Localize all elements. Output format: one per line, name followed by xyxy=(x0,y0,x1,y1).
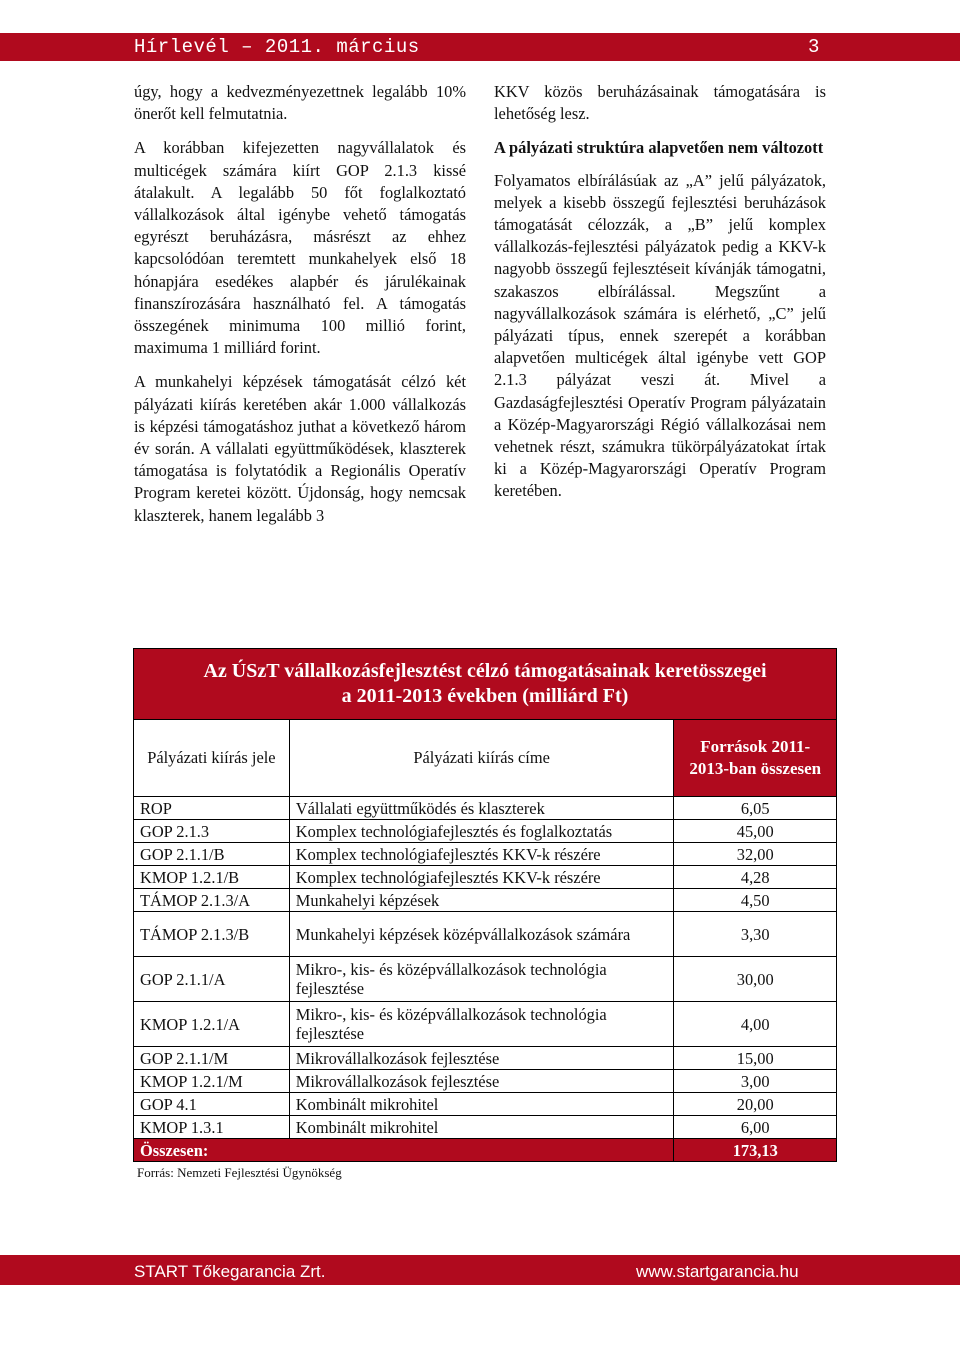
total-amount: 173,13 xyxy=(674,1139,837,1162)
row-amount: 15,00 xyxy=(674,1047,837,1070)
row-code: KMOP 1.3.1 xyxy=(134,1116,290,1139)
row-amount: 3,30 xyxy=(674,912,837,957)
funding-table-section xyxy=(133,648,837,1181)
table-row xyxy=(134,957,837,1002)
row-amount: 4,50 xyxy=(674,889,837,912)
column-header-amount: Források 2011-2013-ban összesen xyxy=(674,720,837,797)
row-amount: 45,00 xyxy=(674,820,837,843)
row-code: GOP 2.1.1/A xyxy=(134,957,290,1002)
table-row xyxy=(134,843,837,866)
footer-bar xyxy=(0,1255,960,1285)
row-name: Mikro-, kis- és középvállalkozások technológia fejlesztése xyxy=(289,1002,674,1047)
table-row xyxy=(134,820,837,843)
row-name: Mikrovállalkozások fejlesztése xyxy=(289,1047,674,1070)
paragraph: A korábban kifejezetten nagyvállalatok és multicégek számára kiírt GOP 2.1.3 kissé átalakult. A legalább 50 főt foglalkoztató vállalkozások által igénybe vehető támogatás egyrészt beruházásra, másrészt az ehhez kapcsolódóan teremtett munkahelyek első 18 hónapjára esedékes alapbér és járulékainak finanszírozására használható fel. A támogatás összegének minimuma 100 millió forint, maximuma 1 milliárd forint. xyxy=(134,138,466,358)
row-amount: 32,00 xyxy=(674,843,837,866)
table-row xyxy=(134,1070,837,1093)
paragraph: úgy, hogy a kedvezményezettnek legalább 10% önerőt kell felmutatnia. xyxy=(134,82,466,124)
company-name: START Tőkegarancia Zrt. xyxy=(134,1262,326,1281)
row-amount: 20,00 xyxy=(674,1093,837,1116)
row-amount: 3,00 xyxy=(674,1070,837,1093)
total-label: Összesen: xyxy=(134,1139,674,1162)
left-column xyxy=(134,81,466,547)
row-name: Mikro-, kis- és középvállalkozások technológia fejlesztése xyxy=(289,957,674,1002)
row-name: Komplex technológiafejlesztés KKV-k részére xyxy=(289,866,674,889)
table-row xyxy=(134,889,837,912)
table-row xyxy=(134,866,837,889)
row-amount: 4,00 xyxy=(674,1002,837,1047)
row-name: Komplex technológiafejlesztés KKV-k részére xyxy=(289,843,674,866)
row-code: GOP 2.1.1/B xyxy=(134,843,290,866)
row-code: GOP 2.1.3 xyxy=(134,820,290,843)
row-amount: 6,05 xyxy=(674,797,837,820)
paragraph: KKV közös beruházásainak támogatására is lehetőség lesz. xyxy=(494,82,826,124)
table-row xyxy=(134,912,837,957)
row-code: KMOP 1.2.1/M xyxy=(134,1070,290,1093)
row-name: Munkahelyi képzések középvállalkozások számára xyxy=(289,912,674,957)
row-name: Mikrovállalkozások fejlesztése xyxy=(289,1070,674,1093)
newsletter-title: Hírlevél – 2011. március xyxy=(134,36,420,58)
row-name: Kombinált mikrohitel xyxy=(289,1093,674,1116)
table-row xyxy=(134,1116,837,1139)
website-link[interactable]: www.startgarancia.hu xyxy=(636,1262,799,1281)
row-code: KMOP 1.2.1/A xyxy=(134,1002,290,1047)
column-header-name: Pályázati kiírás címe xyxy=(289,720,674,797)
table-row xyxy=(134,1047,837,1070)
table-title xyxy=(134,649,837,720)
row-amount: 30,00 xyxy=(674,957,837,1002)
paragraph: A munkahelyi képzések támogatását célzó két pályázati kiírás keretében akár 1.000 vállalkozás is képzési támogatáshoz juthat a következő három év során. A vállalati együttműködések, klaszterek támogatása is folytatódik a Regionális Operatív Program keretei között. Újdonság, hogy nemcsak klaszterek, hanem legalább 3 xyxy=(134,372,466,525)
table-title-line: Az ÚSzT vállalkozásfejlesztést célzó támogatásainak keretösszegei xyxy=(203,660,767,682)
source-note: Forrás: Nemzeti Fejlesztési Ügynökség xyxy=(137,1165,342,1180)
row-name: Kombinált mikrohitel xyxy=(289,1116,674,1139)
table-total-row xyxy=(134,1139,837,1162)
row-code: ROP xyxy=(134,797,290,820)
row-code: GOP 4.1 xyxy=(134,1093,290,1116)
row-code: GOP 2.1.1/M xyxy=(134,1047,290,1070)
row-code: KMOP 1.2.1/B xyxy=(134,866,290,889)
row-amount: 4,28 xyxy=(674,866,837,889)
table-row xyxy=(134,1093,837,1116)
section-heading: A pályázati struktúra alapvetően nem változott xyxy=(494,138,824,158)
row-name: Komplex technológiafejlesztés és foglalkoztatás xyxy=(289,820,674,843)
page-number: 3 xyxy=(808,36,820,58)
row-name: Vállalati együttműködés és klaszterek xyxy=(289,797,674,820)
row-name: Munkahelyi képzések xyxy=(289,889,674,912)
table-row xyxy=(134,797,837,820)
right-column xyxy=(494,81,826,523)
row-code: TÁMOP 2.1.3/A xyxy=(134,889,290,912)
row-code: TÁMOP 2.1.3/B xyxy=(134,912,290,957)
table-title-line: a 2011-2013 években (milliárd Ft) xyxy=(341,685,629,707)
column-header-code: Pályázati kiírás jele xyxy=(134,720,290,797)
header-bar xyxy=(0,33,960,61)
row-amount: 6,00 xyxy=(674,1116,837,1139)
funding-table xyxy=(133,648,837,1162)
table-row xyxy=(134,1002,837,1047)
paragraph: Folyamatos elbírálásúak az „A” jelű pályázatok, melyek a kisebb összegű fejlesztési beruházások támogatását célozzák, a „B” jelű komplex vállalkozás-fejlesztési pályázatok pedig a KKV-k nagyobb összegű fejlesztéseit kívánják támogatni, szakaszos elbírálással. Megszűnt a nagyvállalkozások számára is elérhető, „C” jelű pályázati típus, ennek szerepét a korábban alapvetően multicégek által igénybe vett GOP 2.1.3 pályázat veszi át. Mivel a Gazdaságfejlesztési Operatív Program pályázatain a Közép-Magyarországi Régió vállalkozásai nem vehetnek részt, számukra tükörpályázatokat írtak ki a Közép-Magyarországi Operatív Program keretében. xyxy=(494,170,826,501)
